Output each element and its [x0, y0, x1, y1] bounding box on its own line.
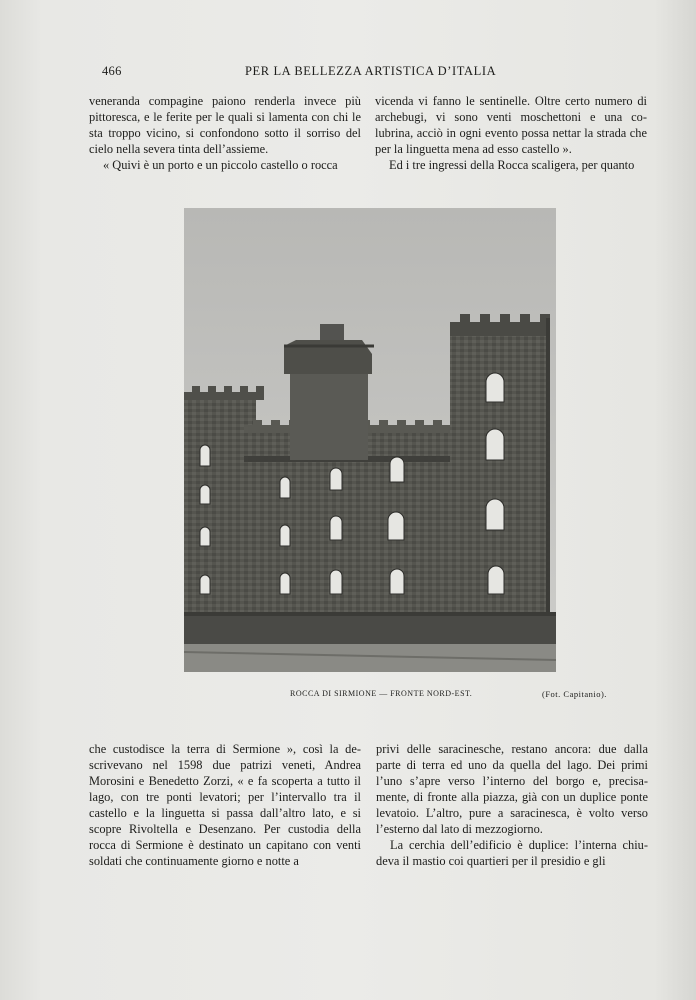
text-line: il castello e la linguetta si passa dall’altro lato, e — [89, 790, 361, 820]
text-line: rocca di Sermione è destinato un capitano con — [89, 838, 332, 852]
page-header — [88, 64, 648, 82]
castle-illustration — [184, 208, 556, 672]
bottom-right-column — [376, 741, 648, 869]
text-line: l’uno s’apre verso l’interno del borgo e, precisa- — [376, 774, 648, 788]
text-line: che per la linguetta mena ad esso castello ». — [375, 126, 647, 156]
text-line: vicenda vi fanno le sentinelle. Oltre certo numero — [375, 94, 633, 108]
bottom-left-column — [89, 741, 361, 869]
text-line: La cerchia dell’edificio è duplice: l’interna chiu- — [390, 838, 648, 852]
text-line: mente, di fronte alla piazza, già con un duplice — [376, 790, 617, 804]
text-line: scrivevano nel 1598 due patrizi veneti, Andrea — [89, 758, 361, 772]
top-left-column — [89, 93, 361, 173]
text-line: lubrina, acciò in ogni evento possa nettar la strada — [375, 126, 627, 140]
running-title: PER LA BELLEZZA ARTISTICA D’ITALIA — [245, 64, 497, 78]
text-line: che custodisce la terra di Sermione », così la de- — [89, 742, 361, 756]
front-wall — [184, 612, 556, 672]
text-line: ponte levatoio. L’altro, pure a saracinesca, è volto — [376, 790, 648, 820]
page-number: 466 — [102, 64, 122, 78]
castle-photograph — [184, 208, 556, 672]
text-line: pittoresca, e le ferite per le quali si lamenta con — [89, 110, 330, 124]
text-line: sorriso del cielo nella severa tinta dell’assieme. — [89, 126, 361, 156]
text-line: venti soldati che continuamente giorno e notte a — [89, 838, 361, 868]
text-line: Ed i tre ingressi della Rocca scaligera, per quanto — [389, 158, 635, 172]
text-line: chi le sta troppo vicino, si confondono sotto il — [89, 110, 361, 140]
text-line: di archebugi, vi sono venti moschettoni e una co- — [375, 94, 647, 124]
text-line: parte di terra ed uno da quella del lago. Dei primi — [376, 758, 648, 772]
text-line: veneranda compagine paiono renderla invece più — [89, 94, 361, 108]
text-line: deva il mastio coi quartieri per il presidio e gli — [376, 854, 606, 868]
text-line: « Quivi è un porto e un piccolo castello o rocca — [103, 158, 338, 172]
figure-caption — [0, 689, 696, 703]
photo-credit: (Fot. Capitanio). — [542, 689, 607, 699]
text-line: Morosini e Benedetto Zorzi, « e fa scoperta a tutto — [89, 774, 350, 788]
top-right-column — [375, 93, 647, 173]
text-line: il lago, con tre ponti levatori; per l’intervallo tra — [89, 774, 361, 804]
caption-title: ROCCA DI SIRMIONE — FRONTE NORD-EST. — [290, 689, 473, 698]
text-line: si scopre Rivoltella e Desenzano. Per custodia della — [89, 806, 361, 836]
text-line: verso l’esterno dal lato di mezzogiorno. — [376, 806, 648, 836]
keep-tower — [284, 324, 374, 460]
text-line: privi delle saracinesche, restano ancora: due dalla — [376, 742, 648, 756]
